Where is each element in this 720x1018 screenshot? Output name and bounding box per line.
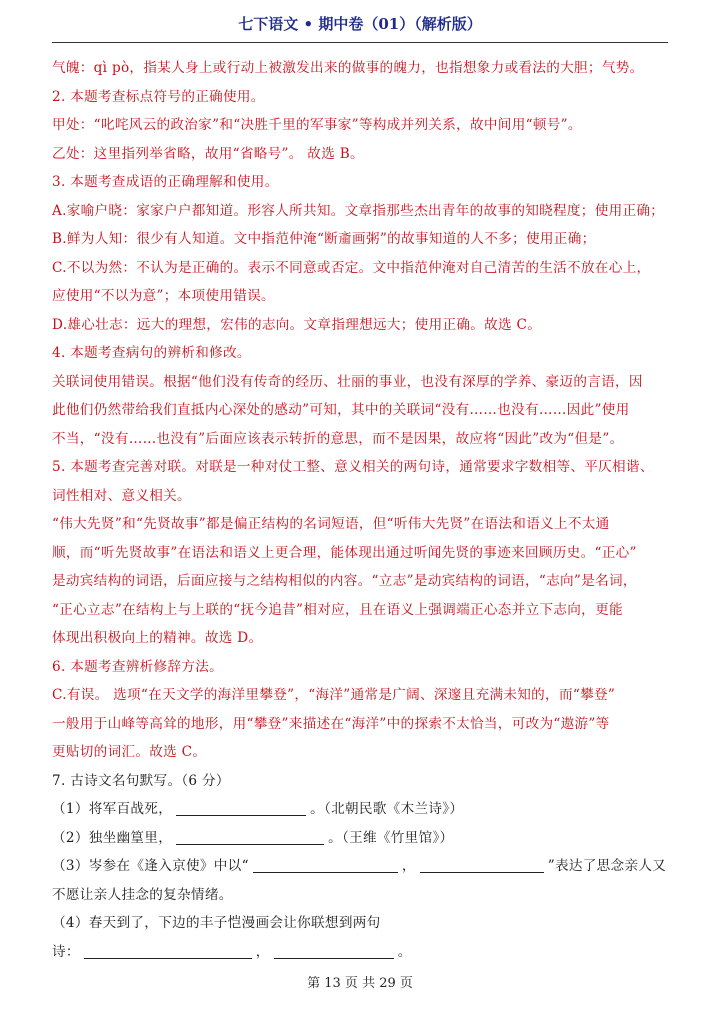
trailing-text: 。（北朝民歌《木兰诗》） xyxy=(310,801,464,817)
separator-text: ， xyxy=(401,858,416,874)
line-text: 2. 本题考查标点符号的正确使用。 xyxy=(52,88,265,105)
text-line xyxy=(52,710,680,739)
line-text: 关联词使用错误。根据“他们没有传奇的经历、壮丽的事业，也没有深厚的学养、豪迈的言语，因 xyxy=(52,373,643,390)
answer-blank[interactable] xyxy=(84,944,252,959)
text-line xyxy=(52,311,680,340)
line-text: “伟大先贤”和“先贤故事”都是偏正结构的名词短语，但“听伟大先贤”在语法和语义上不太通 xyxy=(52,516,610,532)
line-text: 6. 本题考查辨析修辞方法。 xyxy=(52,658,224,675)
line-text: 更贴切的词汇。故选 C。 xyxy=(52,744,207,760)
line-text: 一般用于山峰等高耸的地形，用“攀登”来描述在“海洋”中的探索不太恰当，可改为“遨游”等 xyxy=(52,715,610,732)
page-header: 七下语文 • 期中卷（01）（解析版） xyxy=(52,14,668,43)
text-line xyxy=(52,938,680,967)
text-line xyxy=(52,168,680,197)
answer-blank[interactable] xyxy=(176,801,306,816)
text-line xyxy=(52,282,680,311)
line-text: B.鲜为人知：很少有人知道。文中指范仲淹“断齑画粥”的故事知道的人不多；使用正确； xyxy=(52,231,596,247)
line-text: （2）独坐幽篁里， xyxy=(52,829,173,846)
line-text: A.家喻户晓：家家户户都知道。形容人所共知。文章指那些杰出青年的故事的知晓程度；使用正确； xyxy=(52,202,665,219)
trailing-text: ”表达了思念亲人又 xyxy=(547,858,667,874)
text-line xyxy=(52,881,680,910)
text-line xyxy=(52,795,680,824)
text-line xyxy=(52,482,680,511)
page-number: 第 13 页 共 29 页 xyxy=(307,976,413,991)
line-text: 不当，“没有……也没有”后面应该表示转折的意思，而不是因果，故应将“因此”改为“但是”。 xyxy=(52,430,624,447)
line-text: C.不以为然：不认为是正确的。表示不同意或否定。文中指范仲淹对自己清苦的生活不放在心上， xyxy=(52,259,651,276)
answer-blank[interactable] xyxy=(274,944,394,959)
text-line xyxy=(52,425,680,454)
line-text: 7. 古诗文名句默写。（6 分） xyxy=(52,772,230,789)
line-text: 此他们仍然带给我们直抵内心深处的感动”可知，其中的关联词“没有……也没有……因此”使用 xyxy=(52,402,630,418)
line-text: C.有误。 选项“在天文学的海洋里攀登”，“海洋”通常是广阔、深邃且充满未知的，而“攀登” xyxy=(52,687,616,703)
text-line xyxy=(52,653,680,682)
text-line xyxy=(52,111,680,140)
line-text: 不愿让亲人挂念的复杂情绪。 xyxy=(52,886,233,903)
line-text: 4. 本题考查病句的辨析和修改。 xyxy=(52,345,251,361)
text-line xyxy=(52,681,680,710)
text-line xyxy=(52,539,680,568)
line-text: “正心立志”在结构上与上联的“抚今追昔”相对应，且在语义上强调端正心态并立下志向，更能 xyxy=(52,601,623,618)
line-text: 应使用“不以为意”；本项使用错误。 xyxy=(52,288,275,304)
text-line xyxy=(52,197,680,226)
line-text: 是动宾结构的词语，后面应接与之结构相似的内容。“立志”是动宾结构的词语，“志向”是名词， xyxy=(52,573,637,589)
line-text: 气魄：qì pò，指某人身上或行动上被激发出来的做事的魄力，也指想象力或看法的大胆；气势。 xyxy=(52,60,644,76)
separator-text: ， xyxy=(255,943,270,960)
line-text: 乙处：这里指列举省略，故用“省略号”。 故选 B。 xyxy=(52,145,364,162)
text-line xyxy=(52,909,680,938)
answer-blank[interactable] xyxy=(176,830,324,845)
line-text: （1）将军百战死， xyxy=(52,801,173,817)
trailing-text: 。（王维《竹里馆》） xyxy=(328,829,454,846)
text-line xyxy=(52,824,680,853)
text-line xyxy=(52,339,680,368)
line-text: 顺，而“听先贤故事”在语法和语义上更合理，能体现出通过听闻先贤的事迹来回顾历史。“正心” xyxy=(52,544,637,561)
line-text: 5. 本题考查完善对联。对联是一种对仗工整、意义相关的两句诗，通常要求字数相等、平仄相谐、 xyxy=(52,459,654,475)
text-line xyxy=(52,624,680,653)
line-text: 体现出积极向上的精神。故选 D。 xyxy=(52,630,263,646)
line-text: （4）春天到了，下边的丰子恺漫画会让你联想到两句 xyxy=(52,915,381,931)
text-line xyxy=(52,254,680,283)
answer-blank[interactable] xyxy=(253,858,398,873)
line-text: D.雄心壮志：远大的理想，宏伟的志向。文章指理想远大；使用正确。故选 C。 xyxy=(52,316,542,333)
line-text: 3. 本题考查成语的正确理解和使用。 xyxy=(52,174,279,190)
text-line xyxy=(52,368,680,397)
text-line xyxy=(52,54,680,83)
text-line xyxy=(52,596,680,625)
text-line xyxy=(52,140,680,169)
text-line xyxy=(52,225,680,254)
line-text: （3）岑参在《逢入京使》中以“ xyxy=(52,858,249,874)
text-line xyxy=(52,83,680,112)
text-line xyxy=(52,396,680,425)
text-line xyxy=(52,510,680,539)
text-line xyxy=(52,453,680,482)
text-line xyxy=(52,767,680,796)
text-line xyxy=(52,567,680,596)
line-text: 诗： xyxy=(52,943,80,960)
text-line xyxy=(52,738,680,767)
line-text: 甲处：“叱咤风云的政治家”和“决胜千里的军事家”等构成并列关系，故中间用“顿号”。 xyxy=(52,117,582,133)
answer-blank[interactable] xyxy=(420,858,544,873)
line-text: 词性相对、意义相关。 xyxy=(52,487,191,504)
trailing-text: 。 xyxy=(397,943,412,960)
answer-content xyxy=(52,54,680,966)
text-line xyxy=(52,852,680,881)
